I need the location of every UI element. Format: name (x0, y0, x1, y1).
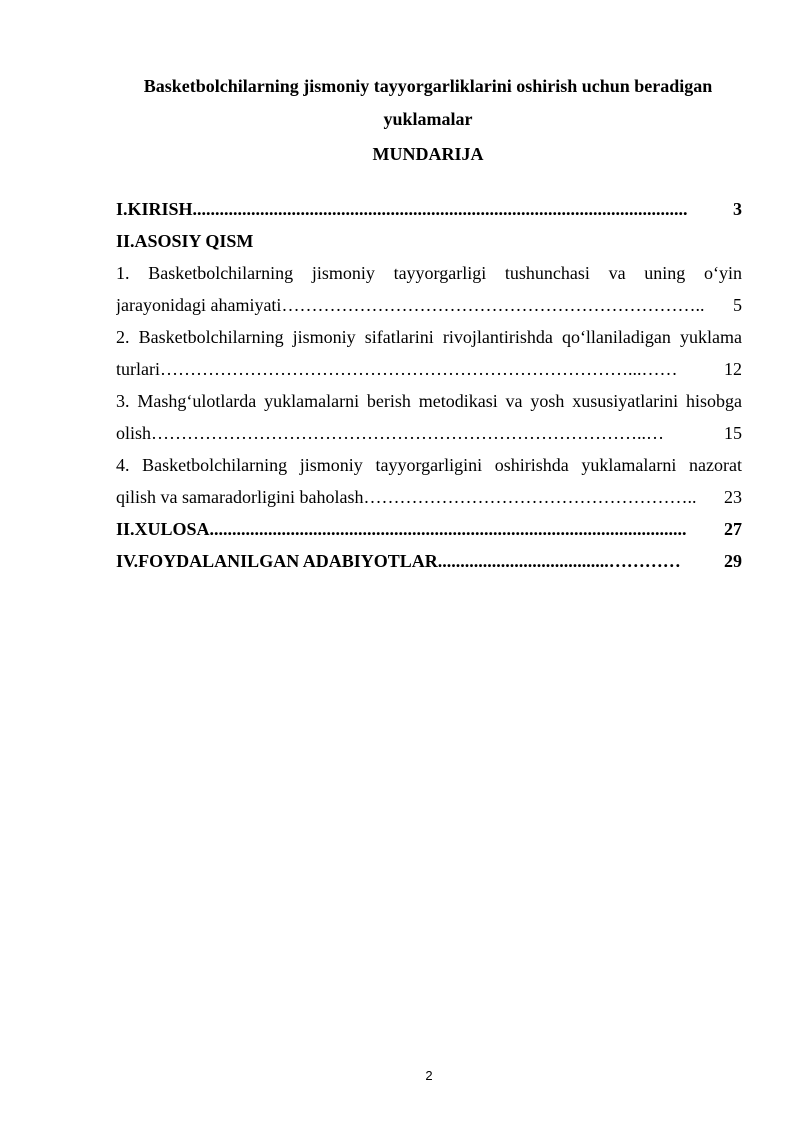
toc-page-number: 5 (733, 295, 742, 315)
toc-leader-dots: …………………………………………………………….. (281, 295, 705, 315)
toc-leader-dots: ......................................………… (437, 551, 681, 571)
toc-entry-xulosa[interactable] (116, 513, 742, 545)
toc-entry-2-line-2[interactable] (116, 353, 742, 385)
toc-entry-4-line-1[interactable]: 4. Basketbolchilarning jismoniy tayyorgarligini oshirishda yuklamalarni nazorat (116, 455, 742, 475)
page-number: 2 (425, 1068, 433, 1083)
toc-entry-kirish[interactable] (116, 193, 742, 225)
toc-entry-label: qilish va samaradorligini baholash (116, 487, 364, 507)
toc-leader-dots: ……………………………………………….. (363, 487, 697, 507)
document-title-line-1: Basketbolchilarning jismoniy tayyorgarliklarini oshirish uchun beradigan (143, 76, 713, 96)
toc-leader-dots: .............................................................................................................. (192, 199, 688, 219)
toc-leader-dots: ……………………………………………………………………...…… (159, 359, 678, 379)
toc-page-number: 15 (724, 423, 742, 443)
toc-section-asosiy-qism[interactable]: II.ASOSIY QISM (116, 231, 254, 251)
toc-entry-3-line-1[interactable]: 3. Mashg‘ulotlarda yuklamalarni berish metodikasi va yosh xususiyatlarini hisobga (116, 391, 742, 411)
toc-entry-adabiyotlar[interactable] (116, 545, 742, 577)
toc-entry-2-line-1[interactable]: 2. Basketbolchilarning jismoniy sifatlarini rivojlantirishda qo‘llaniladigan yuklama (116, 327, 742, 347)
document-title-line-2: yuklamalar (383, 109, 473, 129)
toc-leader-dots: ………………………………………………………………………..… (151, 423, 665, 443)
toc-entry-label: II.XULOSA (116, 519, 210, 539)
toc-entry-3-line-2[interactable] (116, 417, 742, 449)
toc-heading: MUNDARIJA (372, 144, 484, 164)
toc-entry-label: IV.FOYDALANILGAN ADABIYOTLAR (116, 551, 438, 571)
toc-page-number: 23 (724, 487, 742, 507)
toc-entry-label: turlari (116, 359, 160, 379)
toc-entry-label: jarayonidagi ahamiyati (116, 295, 282, 315)
toc-entry-label: olish (116, 423, 152, 443)
toc-leader-dots: .......................................................................................................... (209, 519, 687, 539)
toc-entry-1-line-2[interactable] (116, 289, 742, 321)
toc-page-number: 12 (724, 359, 742, 379)
table-of-contents (116, 193, 742, 577)
toc-page-number: 29 (724, 551, 742, 571)
toc-entry-4-line-2[interactable] (116, 481, 742, 513)
toc-entry-label: I.KIRISH (116, 199, 193, 219)
toc-page-number: 27 (724, 519, 742, 539)
toc-page-number: 3 (733, 199, 742, 219)
toc-entry-1-line-1[interactable]: 1. Basketbolchilarning jismoniy tayyorgarligi tushunchasi va uning o‘yin (116, 263, 742, 283)
